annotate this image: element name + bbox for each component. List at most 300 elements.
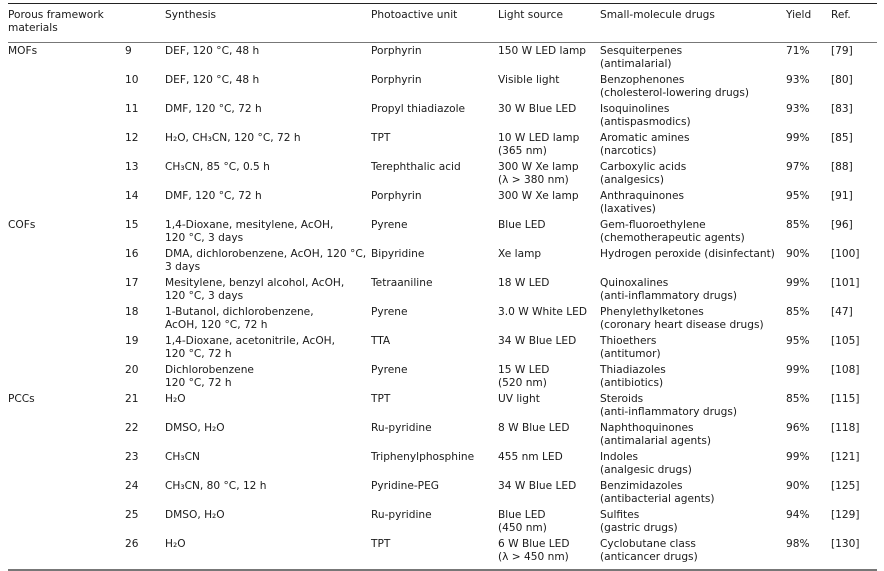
row-photoactive-unit: [371, 538, 390, 551]
row-entry-number: [125, 451, 138, 464]
table-row: [8, 391, 877, 420]
row-light-source: [498, 132, 579, 158]
row-synthesis: [165, 509, 225, 522]
row-yield-line1: 96%: [786, 422, 810, 434]
row-reference: [831, 132, 853, 145]
row-yield-line1: 99%: [786, 132, 810, 144]
row-reference-line1: [130]: [831, 538, 860, 550]
row-light-source: [498, 219, 546, 232]
row-light-source: [498, 248, 541, 261]
row-drug-class-line2: (antibiotics): [600, 377, 664, 390]
row-photoactive-unit-line1: Tetraaniline: [371, 277, 433, 289]
row-synthesis: [165, 306, 314, 332]
row-reference: [831, 248, 860, 261]
row-drug-class: [600, 190, 684, 216]
row-light-source-line1: 455 nm LED: [498, 451, 563, 463]
row-yield: [786, 335, 810, 348]
row-light-source: [498, 277, 549, 290]
row-reference: [831, 393, 860, 406]
row-light-source-line1: Blue LED: [498, 509, 546, 521]
row-synthesis-line1: DMF, 120 °C, 72 h: [165, 103, 262, 115]
row-reference-line1: [83]: [831, 103, 853, 115]
table-row: [8, 101, 877, 130]
row-drug-class-line2: (analgesic drugs): [600, 464, 692, 477]
row-entry-number: [125, 364, 138, 377]
row-reference: [831, 277, 860, 290]
row-photoactive-unit: [371, 132, 390, 145]
row-photoactive-unit: [371, 509, 432, 522]
row-photoactive-unit-line1: Propyl thiadiazole: [371, 103, 466, 115]
row-synthesis: [165, 538, 186, 551]
row-synthesis: [165, 161, 270, 174]
row-drug-class: [600, 451, 692, 477]
row-light-source-line1: Xe lamp: [498, 248, 542, 260]
row-light-source-line1: 34 W Blue LED: [498, 480, 577, 492]
row-light-source: [498, 509, 547, 535]
row-drug-class-line2: (gastric drugs): [600, 522, 678, 535]
row-reference: [831, 480, 860, 493]
row-photoactive-unit-line1: Porphyrin: [371, 190, 422, 202]
row-drug-class-line1: Isoquinolines: [600, 103, 670, 115]
row-yield: [786, 364, 810, 377]
row-drug-class-line2: (cholesterol-lowering drugs): [600, 87, 750, 100]
row-photoactive-unit: [371, 306, 408, 319]
row-synthesis-line1: DEF, 120 °C, 48 h: [165, 45, 260, 57]
table-row: [8, 507, 877, 536]
row-entry-number-line1: 26: [125, 538, 139, 550]
row-entry-number: [125, 132, 138, 145]
row-yield-line1: 97%: [786, 161, 810, 173]
row-synthesis: [165, 364, 254, 390]
row-drug-class: [600, 335, 661, 361]
row-photoactive-unit: [371, 451, 474, 464]
row-reference-line1: [91]: [831, 190, 853, 202]
row-entry-number-line1: 11: [125, 103, 139, 115]
row-drug-class-line2: (antitumor): [600, 348, 661, 361]
row-synthesis-line1: DMSO, H₂O: [165, 509, 225, 521]
row-photoactive-unit: [371, 219, 408, 232]
row-photoactive-unit-line1: Pyrene: [371, 219, 408, 231]
row-photoactive-unit: [371, 103, 465, 116]
row-photoactive-unit-line1: TPT: [371, 393, 391, 405]
row-drug-class-line1: Sulfites: [600, 509, 640, 521]
row-reference: [831, 422, 860, 435]
row-light-source-line1: 34 W Blue LED: [498, 335, 577, 347]
row-drug-class-line1: Benzimidazoles: [600, 480, 683, 492]
row-reference: [831, 306, 853, 319]
row-photoactive-unit: [371, 393, 390, 406]
row-drug-class: [600, 364, 666, 390]
row-yield: [786, 45, 810, 58]
row-yield-line1: 95%: [786, 190, 810, 202]
row-entry-number-line1: 23: [125, 451, 139, 463]
row-reference: [831, 103, 853, 116]
row-drug-class: [600, 132, 689, 158]
row-drug-class-line1: Steroids: [600, 393, 644, 405]
row-synthesis: [165, 393, 186, 406]
row-light-source-line1: 300 W Xe lamp: [498, 161, 579, 173]
row-reference-line1: [125]: [831, 480, 860, 492]
row-entry-number: [125, 335, 138, 348]
row-synthesis: [165, 248, 366, 274]
row-yield: [786, 132, 810, 145]
row-drug-class-line1: Phenylethylketones: [600, 306, 704, 318]
row-group-label: [8, 45, 37, 58]
row-synthesis: [165, 74, 259, 87]
header-yield: Yield: [786, 9, 812, 21]
header-ref: Ref.: [831, 9, 851, 21]
row-synthesis-line1: CH₃CN, 85 °C, 0.5 h: [165, 161, 270, 173]
row-drug-class-line1: Anthraquinones: [600, 190, 685, 202]
row-photoactive-unit: [371, 161, 461, 174]
row-light-source-line2: (450 nm): [498, 522, 547, 535]
row-reference-line1: [100]: [831, 248, 860, 260]
row-photoactive-unit-line1: Porphyrin: [371, 45, 422, 57]
row-yield: [786, 277, 810, 290]
row-drug-class-line1: Aromatic amines: [600, 132, 690, 144]
row-entry-number-line1: 16: [125, 248, 139, 260]
row-yield: [786, 161, 810, 174]
row-synthesis: [165, 277, 344, 303]
row-yield-line1: 85%: [786, 306, 810, 318]
row-light-source: [498, 103, 576, 116]
row-drug-class-line1: Benzophenones: [600, 74, 685, 86]
row-entry-number: [125, 538, 138, 551]
row-drug-class-line1: Indoles: [600, 451, 639, 463]
row-synthesis: [165, 451, 200, 464]
table-row: [8, 478, 877, 507]
row-synthesis-line2: 3 days: [165, 261, 201, 274]
row-group-label-line1: MOFs: [8, 45, 38, 57]
row-synthesis-line1: DMSO, H₂O: [165, 422, 225, 434]
row-photoactive-unit-line1: TPT: [371, 132, 391, 144]
row-entry-number-line1: 14: [125, 190, 139, 202]
row-yield-line1: 95%: [786, 335, 810, 347]
row-photoactive-unit: [371, 335, 390, 348]
row-synthesis: [165, 190, 262, 203]
table-row: [8, 304, 877, 333]
row-entry-number-line1: 18: [125, 306, 139, 318]
row-drug-class-line1: Hydrogen peroxide (disinfectant): [600, 248, 775, 260]
row-light-source-line1: 300 W Xe lamp: [498, 190, 579, 202]
row-entry-number: [125, 45, 132, 58]
row-entry-number: [125, 161, 138, 174]
row-entry-number-line1: 25: [125, 509, 139, 521]
row-synthesis: [165, 103, 262, 116]
row-light-source: [498, 335, 576, 348]
row-photoactive-unit-line1: TTA: [371, 335, 391, 347]
row-light-source-line1: 10 W LED lamp: [498, 132, 580, 144]
row-reference: [831, 509, 860, 522]
table-row: [8, 159, 877, 188]
row-synthesis-line2: 120 °C, 3 days: [165, 232, 244, 245]
row-photoactive-unit: [371, 422, 432, 435]
row-yield: [786, 190, 810, 203]
row-drug-class-line1: Sesquiterpenes: [600, 45, 683, 57]
row-synthesis: [165, 132, 301, 145]
row-synthesis-line1: H₂O: [165, 393, 186, 405]
row-light-source-line1: 6 W Blue LED: [498, 538, 570, 550]
row-drug-class: [600, 538, 698, 564]
row-synthesis: [165, 422, 225, 435]
table-row: [8, 246, 877, 275]
row-entry-number-line1: 9: [125, 45, 132, 57]
header-synthesis: Synthesis: [165, 9, 217, 21]
row-synthesis-line2: 120 °C, 72 h: [165, 348, 232, 361]
row-drug-class-line2: (antispasmodics): [600, 116, 691, 129]
row-photoactive-unit: [371, 364, 408, 377]
row-entry-number: [125, 422, 138, 435]
row-light-source-line1: Blue LED: [498, 219, 546, 231]
row-entry-number: [125, 509, 138, 522]
row-reference: [831, 335, 860, 348]
header-material-line1: Porous framework: [8, 9, 104, 21]
row-light-source: [498, 74, 559, 87]
header-material: [8, 9, 104, 35]
row-yield-line1: 94%: [786, 509, 810, 521]
row-light-source-line2: (520 nm): [498, 377, 547, 390]
table-row: [8, 72, 877, 101]
row-light-source: [498, 422, 570, 435]
header-material-line2: materials: [8, 22, 58, 34]
header-photoactive-unit: Photoactive unit: [371, 9, 458, 21]
row-yield-line1: 85%: [786, 219, 810, 231]
row-drug-class: [600, 74, 749, 100]
row-drug-class: [600, 161, 686, 187]
row-photoactive-unit-line1: Pyrene: [371, 364, 408, 376]
table-row: [8, 333, 877, 362]
row-yield-line1: 98%: [786, 538, 810, 550]
row-group-label-line1: COFs: [8, 219, 36, 231]
row-drug-class: [600, 248, 775, 261]
row-photoactive-unit: [371, 74, 422, 87]
row-drug-class-line1: Naphthoquinones: [600, 422, 694, 434]
row-yield-line1: 71%: [786, 45, 810, 57]
row-synthesis-line1: Mesitylene, benzyl alcohol, AcOH,: [165, 277, 345, 289]
row-synthesis-line1: 1,4-Dioxane, acetonitrile, AcOH,: [165, 335, 335, 347]
row-reference: [831, 451, 860, 464]
row-light-source-line2: (λ > 450 nm): [498, 551, 569, 564]
row-light-source-line1: UV light: [498, 393, 540, 405]
table-row: [8, 536, 877, 565]
row-photoactive-unit: [371, 480, 439, 493]
row-light-source: [498, 451, 563, 464]
row-yield-line1: 99%: [786, 451, 810, 463]
row-entry-number: [125, 103, 138, 116]
row-reference-line1: [121]: [831, 451, 860, 463]
row-light-source: [498, 45, 586, 58]
table-row: [8, 362, 877, 391]
row-yield-line1: 99%: [786, 364, 810, 376]
row-entry-number: [125, 306, 138, 319]
row-synthesis-line1: H₂O: [165, 538, 186, 550]
row-photoactive-unit-line1: Ru-pyridine: [371, 422, 432, 434]
row-drug-class-line2: (narcotics): [600, 145, 657, 158]
row-drug-class-line2: (coronary heart disease drugs): [600, 319, 764, 332]
row-drug-class-line1: Thiadiazoles: [600, 364, 666, 376]
row-yield-line1: 90%: [786, 248, 810, 260]
row-synthesis-line1: Dichlorobenzene: [165, 364, 254, 376]
row-entry-number-line1: 17: [125, 277, 139, 289]
row-drug-class-line1: Gem-fluoroethylene: [600, 219, 706, 231]
row-entry-number-line1: 19: [125, 335, 139, 347]
row-reference-line1: [88]: [831, 161, 853, 173]
row-photoactive-unit-line1: Porphyrin: [371, 74, 422, 86]
row-yield: [786, 451, 810, 464]
row-drug-class-line2: (analgesics): [600, 174, 664, 187]
row-yield-line1: 93%: [786, 74, 810, 86]
row-yield-line1: 90%: [786, 480, 810, 492]
row-yield-line1: 99%: [786, 277, 810, 289]
row-yield: [786, 74, 810, 87]
row-reference-line1: [79]: [831, 45, 853, 57]
row-reference: [831, 74, 853, 87]
row-entry-number-line1: 12: [125, 132, 139, 144]
row-yield: [786, 538, 810, 551]
row-light-source: [498, 364, 549, 390]
row-light-source-line1: Visible light: [498, 74, 560, 86]
row-entry-number-line1: 20: [125, 364, 139, 376]
row-light-source-line1: 15 W LED: [498, 364, 550, 376]
row-drug-class-line2: (anticancer drugs): [600, 551, 698, 564]
row-reference-line1: [47]: [831, 306, 853, 318]
row-entry-number-line1: 13: [125, 161, 139, 173]
table-row: [8, 420, 877, 449]
row-light-source-line1: 18 W LED: [498, 277, 550, 289]
row-entry-number: [125, 190, 138, 203]
row-light-source: [498, 538, 570, 564]
row-reference: [831, 364, 860, 377]
row-drug-class-line2: (anti-inflammatory drugs): [600, 406, 738, 419]
row-drug-class: [600, 306, 764, 332]
row-drug-class: [600, 480, 715, 506]
row-synthesis-line1: H₂O, CH₃CN, 120 °C, 72 h: [165, 132, 301, 144]
row-synthesis-line2: 120 °C, 3 days: [165, 290, 244, 303]
row-yield: [786, 248, 810, 261]
row-reference: [831, 45, 853, 58]
row-drug-class: [600, 277, 737, 303]
table-body: [8, 43, 877, 565]
row-reference-line1: [115]: [831, 393, 860, 405]
row-yield: [786, 393, 810, 406]
row-drug-class: [600, 422, 711, 448]
row-drug-class: [600, 219, 745, 245]
row-synthesis-line1: CH₃CN, 80 °C, 12 h: [165, 480, 267, 492]
row-reference-line1: [118]: [831, 422, 860, 434]
row-yield-line1: 85%: [786, 393, 810, 405]
row-entry-number: [125, 248, 138, 261]
row-photoactive-unit-line1: Bipyridine: [371, 248, 425, 260]
row-drug-class-line1: Carboxylic acids: [600, 161, 687, 173]
row-yield: [786, 422, 810, 435]
row-photoactive-unit-line1: Pyridine-PEG: [371, 480, 439, 492]
row-entry-number-line1: 24: [125, 480, 139, 492]
header-small-molecule-drugs: Small-molecule drugs: [600, 9, 715, 21]
row-entry-number-line1: 15: [125, 219, 139, 231]
row-light-source-line2: (365 nm): [498, 145, 547, 158]
row-light-source: [498, 393, 540, 406]
row-synthesis: [165, 480, 267, 493]
row-light-source: [498, 480, 576, 493]
row-light-source-line2: (λ > 380 nm): [498, 174, 569, 187]
row-group-label-line1: PCCs: [8, 393, 35, 405]
row-group-label: [8, 219, 35, 232]
row-light-source: [498, 161, 579, 187]
row-yield: [786, 480, 810, 493]
row-synthesis-line1: CH₃CN: [165, 451, 200, 463]
row-reference-line1: [80]: [831, 74, 853, 86]
row-entry-number: [125, 277, 138, 290]
row-reference-line1: [129]: [831, 509, 860, 521]
row-drug-class-line1: Thioethers: [600, 335, 657, 347]
row-synthesis: [165, 45, 259, 58]
row-light-source: [498, 190, 579, 203]
row-drug-class-line2: (antibacterial agents): [600, 493, 715, 506]
row-photoactive-unit: [371, 248, 424, 261]
row-photoactive-unit-line1: Ru-pyridine: [371, 509, 432, 521]
row-drug-class-line1: Cyclobutane class: [600, 538, 696, 550]
row-light-source-line1: 8 W Blue LED: [498, 422, 570, 434]
table-row: [8, 43, 877, 72]
row-photoactive-unit-line1: Triphenylphosphine: [371, 451, 475, 463]
row-drug-class: [600, 509, 678, 535]
row-drug-class: [600, 393, 737, 419]
row-synthesis-line1: DEF, 120 °C, 48 h: [165, 74, 260, 86]
row-entry-number-line1: 21: [125, 393, 139, 405]
row-synthesis-line2: AcOH, 120 °C, 72 h: [165, 319, 268, 332]
row-synthesis-line1: 1,4-Dioxane, mesitylene, AcOH,: [165, 219, 334, 231]
row-drug-class-line2: (antimalarial agents): [600, 435, 712, 448]
row-drug-class-line2: (chemotherapeutic agents): [600, 232, 745, 245]
row-photoactive-unit: [371, 45, 422, 58]
row-reference-line1: [105]: [831, 335, 860, 347]
row-photoactive-unit-line1: TPT: [371, 538, 391, 550]
table-row: [8, 217, 877, 246]
row-drug-class-line2: (anti-inflammatory drugs): [600, 290, 738, 303]
row-synthesis-line2: 120 °C, 72 h: [165, 377, 232, 390]
row-photoactive-unit-line1: Pyrene: [371, 306, 408, 318]
row-drug-class-line1: Quinoxalines: [600, 277, 669, 289]
row-reference: [831, 161, 853, 174]
row-synthesis-line1: DMF, 120 °C, 72 h: [165, 190, 262, 202]
table-row: [8, 130, 877, 159]
row-light-source-line1: 150 W LED lamp: [498, 45, 587, 57]
row-reference: [831, 190, 853, 203]
row-light-source-line1: 3.0 W White LED: [498, 306, 587, 318]
row-reference-line1: [108]: [831, 364, 860, 376]
row-drug-class-line2: (antimalarial): [600, 58, 672, 71]
table-header-row: [8, 4, 877, 42]
row-light-source-line1: 30 W Blue LED: [498, 103, 577, 115]
row-yield: [786, 509, 810, 522]
row-reference-line1: [96]: [831, 219, 853, 231]
row-photoactive-unit: [371, 190, 422, 203]
drug-synthesis-table: [8, 3, 877, 571]
row-reference: [831, 219, 853, 232]
row-synthesis-line1: 1-Butanol, dichlorobenzene,: [165, 306, 314, 318]
row-entry-number-line1: 22: [125, 422, 139, 434]
row-entry-number: [125, 480, 138, 493]
row-reference-line1: [85]: [831, 132, 853, 144]
row-reference: [831, 538, 860, 551]
row-synthesis: [165, 335, 335, 361]
row-yield: [786, 103, 810, 116]
row-yield-line1: 93%: [786, 103, 810, 115]
table-row: [8, 275, 877, 304]
row-yield: [786, 219, 810, 232]
row-drug-class: [600, 103, 691, 129]
row-entry-number: [125, 74, 138, 87]
